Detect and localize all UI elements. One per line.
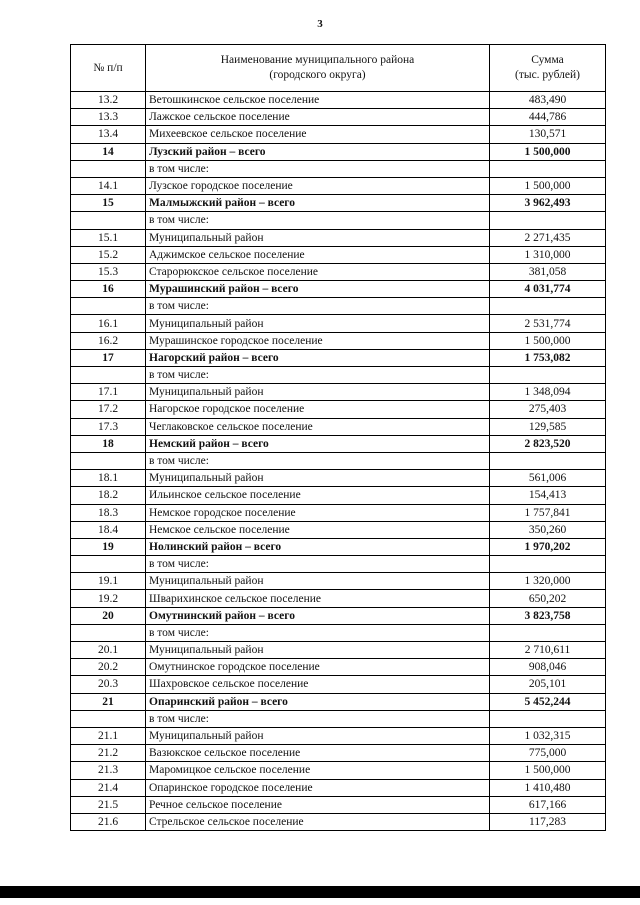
- row-number: 16: [71, 281, 146, 298]
- table-row: [71, 556, 606, 573]
- row-number: 20.2: [71, 659, 146, 676]
- row-name: в том числе:: [146, 160, 490, 177]
- row-number: 18.3: [71, 504, 146, 521]
- row-sum: [490, 556, 606, 573]
- row-name: Мурашинский район – всего: [146, 281, 490, 298]
- table-row: [71, 401, 606, 418]
- table-row: [71, 263, 606, 280]
- row-sum: 154,413: [490, 487, 606, 504]
- row-name: Лузское городское поселение: [146, 177, 490, 194]
- header-sum-line1: Сумма: [531, 54, 564, 66]
- row-name: Маромицкое сельское поселение: [146, 762, 490, 779]
- budget-allocation-table: [70, 44, 606, 831]
- row-sum: [490, 452, 606, 469]
- row-number: [71, 212, 146, 229]
- header-name-line1: Наименование муниципального района: [220, 54, 415, 66]
- row-number: 21: [71, 693, 146, 710]
- row-number: 19: [71, 538, 146, 555]
- row-number: 16.1: [71, 315, 146, 332]
- district-total-row: [71, 693, 606, 710]
- row-number: 15: [71, 195, 146, 212]
- table-row: [71, 315, 606, 332]
- row-sum: 1 500,000: [490, 762, 606, 779]
- row-sum: 2 823,520: [490, 435, 606, 452]
- row-name: Лузский район – всего: [146, 143, 490, 160]
- row-name: Нагорское городское поселение: [146, 401, 490, 418]
- row-sum: 775,000: [490, 745, 606, 762]
- row-name: Муниципальный район: [146, 384, 490, 401]
- table-row: [71, 418, 606, 435]
- row-sum: 275,403: [490, 401, 606, 418]
- row-number: 21.5: [71, 796, 146, 813]
- row-number: 21.1: [71, 727, 146, 744]
- table-row: [71, 92, 606, 109]
- row-number: [71, 367, 146, 384]
- row-number: 19.1: [71, 573, 146, 590]
- row-number: 19.2: [71, 590, 146, 607]
- row-sum: 3 823,758: [490, 607, 606, 624]
- table-row: [71, 160, 606, 177]
- row-sum: 2 710,611: [490, 642, 606, 659]
- row-number: 15.2: [71, 246, 146, 263]
- row-sum: 617,166: [490, 796, 606, 813]
- row-name: в том числе:: [146, 212, 490, 229]
- row-sum: 1 757,841: [490, 504, 606, 521]
- table-row: [71, 470, 606, 487]
- row-name: Михеевское сельское поселение: [146, 126, 490, 143]
- row-name: Муниципальный район: [146, 573, 490, 590]
- row-number: 17.3: [71, 418, 146, 435]
- table-row: [71, 126, 606, 143]
- district-total-row: [71, 538, 606, 555]
- row-name: Стрельское сельское поселение: [146, 813, 490, 830]
- row-sum: 3 962,493: [490, 195, 606, 212]
- table-row: [71, 762, 606, 779]
- page-number: 3: [317, 18, 323, 30]
- row-sum: 1 500,000: [490, 143, 606, 160]
- row-name: в том числе:: [146, 556, 490, 573]
- row-sum: 1 500,000: [490, 177, 606, 194]
- row-sum: 444,786: [490, 109, 606, 126]
- row-sum: 5 452,244: [490, 693, 606, 710]
- row-name: Нолинский район – всего: [146, 538, 490, 555]
- row-name: Омутнинский район – всего: [146, 607, 490, 624]
- row-sum: 2 271,435: [490, 229, 606, 246]
- header-name: [146, 45, 490, 92]
- row-number: 21.3: [71, 762, 146, 779]
- row-name: в том числе:: [146, 367, 490, 384]
- table-row: [71, 521, 606, 538]
- row-name: в том числе:: [146, 624, 490, 641]
- header-sum: [490, 45, 606, 92]
- row-sum: 1 320,000: [490, 573, 606, 590]
- row-number: 21.6: [71, 813, 146, 830]
- table-row: [71, 710, 606, 727]
- row-name: Муниципальный район: [146, 642, 490, 659]
- district-total-row: [71, 435, 606, 452]
- row-name: Муниципальный район: [146, 229, 490, 246]
- header-name-line2: (городского округа): [269, 69, 366, 81]
- row-name: Муниципальный район: [146, 727, 490, 744]
- row-number: 15.1: [71, 229, 146, 246]
- scan-bottom-border: [0, 886, 640, 898]
- row-name: в том числе:: [146, 298, 490, 315]
- row-number: 18: [71, 435, 146, 452]
- row-name: Муниципальный район: [146, 470, 490, 487]
- table-body: [71, 92, 606, 831]
- header-sum-line2: (тыс. рублей): [514, 69, 581, 81]
- row-sum: 561,006: [490, 470, 606, 487]
- table-row: [71, 676, 606, 693]
- row-sum: 4 031,774: [490, 281, 606, 298]
- row-name: Шварихинское сельское поселение: [146, 590, 490, 607]
- table-row: [71, 452, 606, 469]
- row-name: Ильинское сельское поселение: [146, 487, 490, 504]
- row-name: Малмыжский район – всего: [146, 195, 490, 212]
- table-row: [71, 367, 606, 384]
- row-name: Вазюкское сельское поселение: [146, 745, 490, 762]
- row-name: Шахровское сельское поселение: [146, 676, 490, 693]
- table-row: [71, 745, 606, 762]
- row-sum: 205,101: [490, 676, 606, 693]
- table-header-row: [71, 45, 606, 92]
- row-number: 13.2: [71, 92, 146, 109]
- row-name: в том числе:: [146, 452, 490, 469]
- row-number: 21.4: [71, 779, 146, 796]
- row-name: Опаринское городское поселение: [146, 779, 490, 796]
- row-number: [71, 710, 146, 727]
- row-sum: 1 310,000: [490, 246, 606, 263]
- row-sum: 1 032,315: [490, 727, 606, 744]
- row-sum: [490, 624, 606, 641]
- row-number: [71, 298, 146, 315]
- row-number: 18.4: [71, 521, 146, 538]
- row-sum: 381,058: [490, 263, 606, 280]
- row-number: 14.1: [71, 177, 146, 194]
- table-row: [71, 573, 606, 590]
- table-row: [71, 813, 606, 830]
- row-sum: 1 348,094: [490, 384, 606, 401]
- row-name: Нагорский район – всего: [146, 349, 490, 366]
- table-row: [71, 590, 606, 607]
- row-name: Аджимское сельское поселение: [146, 246, 490, 263]
- district-total-row: [71, 143, 606, 160]
- row-sum: 1 970,202: [490, 538, 606, 555]
- table-row: [71, 177, 606, 194]
- row-sum: 130,571: [490, 126, 606, 143]
- row-sum: 350,260: [490, 521, 606, 538]
- table-row: [71, 642, 606, 659]
- row-name: Муниципальный район: [146, 315, 490, 332]
- row-number: [71, 624, 146, 641]
- row-sum: 1 410,480: [490, 779, 606, 796]
- row-sum: [490, 212, 606, 229]
- row-number: [71, 452, 146, 469]
- row-sum: 650,202: [490, 590, 606, 607]
- table-row: [71, 212, 606, 229]
- row-sum: [490, 298, 606, 315]
- row-sum: 2 531,774: [490, 315, 606, 332]
- row-number: 18.2: [71, 487, 146, 504]
- row-sum: 1 753,082: [490, 349, 606, 366]
- row-number: 14: [71, 143, 146, 160]
- row-name: Старорюкское сельское поселение: [146, 263, 490, 280]
- row-number: 20.1: [71, 642, 146, 659]
- table-row: [71, 298, 606, 315]
- table-row: [71, 487, 606, 504]
- table-row: [71, 659, 606, 676]
- table-row: [71, 109, 606, 126]
- row-number: 17.1: [71, 384, 146, 401]
- row-sum: 1 500,000: [490, 332, 606, 349]
- row-sum: 129,585: [490, 418, 606, 435]
- row-sum: [490, 160, 606, 177]
- row-name: Ветошкинское сельское поселение: [146, 92, 490, 109]
- row-name: Омутнинское городское поселение: [146, 659, 490, 676]
- row-number: 21.2: [71, 745, 146, 762]
- district-total-row: [71, 281, 606, 298]
- row-name: Немское городское поселение: [146, 504, 490, 521]
- row-number: 13.4: [71, 126, 146, 143]
- row-number: 18.1: [71, 470, 146, 487]
- table-row: [71, 779, 606, 796]
- row-number: 17: [71, 349, 146, 366]
- row-sum: 117,283: [490, 813, 606, 830]
- row-name: Речное сельское поселение: [146, 796, 490, 813]
- row-number: 16.2: [71, 332, 146, 349]
- table-row: [71, 332, 606, 349]
- row-number: 20.3: [71, 676, 146, 693]
- district-total-row: [71, 607, 606, 624]
- row-number: [71, 160, 146, 177]
- row-number: [71, 556, 146, 573]
- row-number: 17.2: [71, 401, 146, 418]
- table-row: [71, 796, 606, 813]
- row-name: Чеглаковское сельское поселение: [146, 418, 490, 435]
- row-name: Опаринский район – всего: [146, 693, 490, 710]
- table-row: [71, 504, 606, 521]
- row-sum: 483,490: [490, 92, 606, 109]
- row-name: в том числе:: [146, 710, 490, 727]
- district-total-row: [71, 195, 606, 212]
- row-number: 13.3: [71, 109, 146, 126]
- row-sum: 908,046: [490, 659, 606, 676]
- table-row: [71, 246, 606, 263]
- row-name: Немское сельское поселение: [146, 521, 490, 538]
- district-total-row: [71, 349, 606, 366]
- table-row: [71, 384, 606, 401]
- row-number: 15.3: [71, 263, 146, 280]
- row-name: Лажское сельское поселение: [146, 109, 490, 126]
- table-row: [71, 229, 606, 246]
- row-number: 20: [71, 607, 146, 624]
- row-name: Немский район – всего: [146, 435, 490, 452]
- row-name: Мурашинское городское поселение: [146, 332, 490, 349]
- row-sum: [490, 710, 606, 727]
- header-number: № п/п: [71, 45, 146, 92]
- table-row: [71, 727, 606, 744]
- table-row: [71, 624, 606, 641]
- row-sum: [490, 367, 606, 384]
